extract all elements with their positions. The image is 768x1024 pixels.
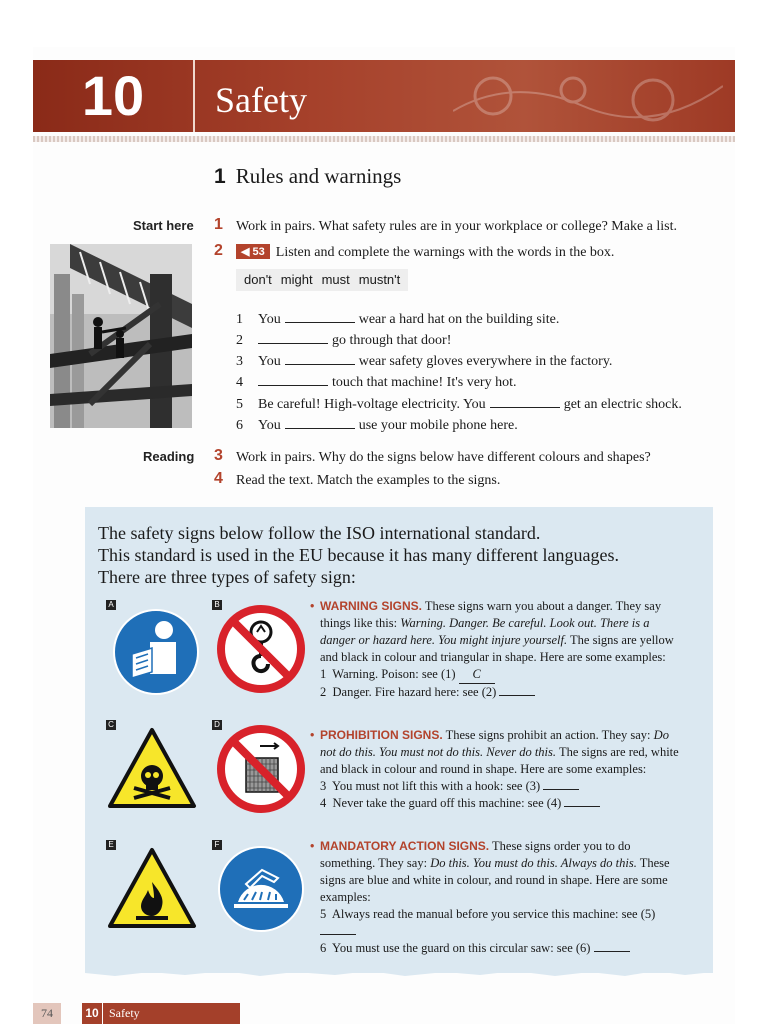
example-number: 5	[320, 907, 327, 921]
intro-line: The safety signs below follow the ISO international standard.	[98, 523, 541, 543]
footer-unit-title: Safety	[109, 1006, 140, 1020]
bullet: •	[310, 599, 315, 613]
prohibition-heading: PROHIBITION SIGNS.	[320, 728, 443, 742]
bullet: •	[310, 839, 315, 853]
reading-intro	[98, 522, 619, 588]
warning-text-2: The signs are yellow and black in colour and triangular in shape. Here are some examples:	[320, 633, 674, 664]
prohibition-signs-paragraph	[310, 727, 685, 812]
example-text: You must not lift this with a hook: see (3)	[332, 779, 541, 793]
mandatory-examples-italic: Do this. You must do this. Always do this.	[430, 856, 637, 870]
sentence-item	[236, 310, 559, 328]
footer-unit-bar	[82, 1003, 240, 1024]
example-text: Danger. Fire hazard here: see (2)	[332, 685, 497, 699]
sentence-number: 3	[236, 354, 243, 369]
sentence-start: Be careful! High-voltage electricity. You	[258, 397, 486, 412]
unit-banner	[33, 60, 735, 132]
prohibition-examples-italic: Do not do this. You must not do this. Never do this.	[320, 728, 669, 759]
answer-blank[interactable]	[285, 416, 355, 429]
answer-blank[interactable]: C	[459, 666, 495, 684]
answer-blank[interactable]	[258, 331, 328, 344]
warning-heading: WARNING SIGNS.	[320, 599, 423, 613]
answer-blank[interactable]	[594, 951, 630, 952]
intro-line: There are three types of safety sign:	[98, 567, 356, 587]
prohibition-text-2: The signs are red, white and black in colour and round in shape. Here are some examples:	[320, 745, 679, 776]
answer-blank[interactable]	[499, 695, 535, 696]
example-text: Never take the guard off this machine: see (4)	[332, 796, 562, 810]
sentence-end: wear a hard hat on the building site.	[358, 312, 560, 327]
bullet: •	[310, 728, 315, 742]
example-number: 6	[320, 941, 327, 955]
example-text: Always read the manual before you service this machine: see (5)	[331, 907, 656, 921]
example-line	[320, 940, 685, 957]
page-number: 74	[33, 1003, 61, 1024]
unit-title: Safety	[215, 80, 307, 120]
word-box-item: mustn't	[358, 272, 401, 287]
warning-signs-paragraph	[310, 598, 685, 701]
answer-blank[interactable]	[285, 310, 355, 323]
sign-label-f: F	[212, 840, 222, 850]
word-box	[236, 269, 408, 291]
task-number: 1	[214, 216, 223, 233]
example-line	[320, 795, 685, 812]
word-box-item: might	[280, 272, 313, 287]
sentence-end: get an electric shock.	[563, 397, 682, 412]
task-number: 2	[214, 242, 223, 259]
sign-label-e: E	[106, 840, 116, 850]
no-guard-removal-sign-icon	[216, 724, 306, 814]
sign-label-c: C	[106, 720, 116, 730]
sentence-number: 5	[236, 397, 243, 412]
fire-hazard-sign-icon	[106, 846, 198, 930]
banner-divider	[193, 60, 195, 132]
answer-blank[interactable]	[490, 395, 560, 408]
answer-blank[interactable]	[320, 934, 356, 935]
mandatory-text-2: These signs are blue and white in colour, and round in shape. Here are some examples:	[320, 856, 670, 904]
sign-label-b: B	[212, 600, 222, 610]
example-number: 3	[320, 779, 327, 793]
sentence-number: 4	[236, 375, 243, 390]
task-text: Listen and complete the warnings with the words in the box.	[275, 245, 615, 260]
torn-edge	[85, 968, 713, 978]
answer-blank[interactable]	[543, 789, 579, 790]
poison-warning-sign-icon	[106, 726, 198, 810]
mandatory-text: These signs order you to do something. They say:	[320, 839, 631, 870]
sentence-item	[236, 373, 516, 391]
answer-blank[interactable]	[258, 373, 328, 386]
banner-decoration	[453, 66, 723, 126]
section-title: Rules and warnings	[235, 164, 402, 188]
example-line	[320, 684, 685, 701]
use-saw-guard-sign-icon	[216, 844, 306, 934]
example-line	[320, 666, 685, 684]
sentence-end: go through that door!	[332, 333, 452, 348]
warning-examples-italic: Warning. Danger. Be careful. Look out. There is a danger or hazard here. You might injure yourself.	[320, 616, 650, 647]
task-number: 4	[214, 470, 223, 487]
unit-number: 10	[81, 64, 145, 127]
read-manual-sign-icon	[112, 608, 200, 696]
section-heading	[214, 164, 401, 189]
task-2-line	[236, 244, 614, 261]
example-text: Warning. Poison: see (1)	[332, 667, 456, 681]
word-box-item: must	[321, 272, 350, 287]
mandatory-heading: MANDATORY ACTION SIGNS.	[320, 839, 490, 853]
intro-line: This standard is used in the EU because it has many different languages.	[98, 545, 620, 565]
word-box-item: don't	[244, 272, 272, 287]
task-text: Read the text. Match the examples to the signs.	[236, 473, 501, 488]
example-line	[320, 778, 685, 795]
example-number: 4	[320, 796, 327, 810]
sentence-end: touch that machine! It's very hot.	[332, 375, 517, 390]
task-text: Work in pairs. Why do the signs below have different colours and shapes?	[236, 450, 651, 465]
start-here-label: Start here	[133, 218, 194, 233]
prohibition-text: These signs prohibit an action. They say:	[445, 728, 651, 742]
no-hook-lifting-sign-icon	[216, 604, 306, 694]
sign-label-d: D	[212, 720, 222, 730]
banner-underline	[33, 136, 735, 142]
sentence-item	[236, 352, 612, 370]
answer-blank[interactable]	[285, 352, 355, 365]
answer-blank[interactable]	[564, 806, 600, 807]
audio-track-button[interactable]: ◀ 53	[236, 244, 270, 259]
warning-text: These signs warn you about a danger. They say things like this:	[320, 599, 662, 630]
sentence-number: 6	[236, 418, 243, 433]
example-text: You must use the guard on this circular saw: see (6)	[332, 941, 591, 955]
audio-track-number: 53	[252, 246, 265, 258]
example-number: 2	[320, 685, 327, 699]
sentence-end: wear safety gloves everywhere in the factory.	[358, 354, 613, 369]
reading-label: Reading	[143, 449, 195, 464]
sentence-item	[236, 395, 682, 413]
construction-photo	[50, 244, 192, 428]
section-number: 1	[214, 165, 226, 188]
sentence-start: You	[258, 418, 281, 433]
sentence-number: 2	[236, 333, 243, 348]
mandatory-signs-paragraph	[310, 838, 685, 957]
task-text: Work in pairs. What safety rules are in your workplace or college? Make a list.	[236, 219, 678, 234]
sentence-start: You	[258, 312, 281, 327]
example-number: 1	[320, 667, 327, 681]
sign-label-a: A	[106, 600, 116, 610]
sentence-number: 1	[236, 312, 243, 327]
sentence-item	[236, 331, 451, 349]
task-number: 3	[214, 447, 223, 464]
sentence-start: You	[258, 354, 281, 369]
example-line	[320, 906, 685, 940]
footer-unit-number: 10	[82, 1003, 103, 1024]
sentence-end: use your mobile phone here.	[358, 418, 518, 433]
sentence-item	[236, 416, 518, 434]
